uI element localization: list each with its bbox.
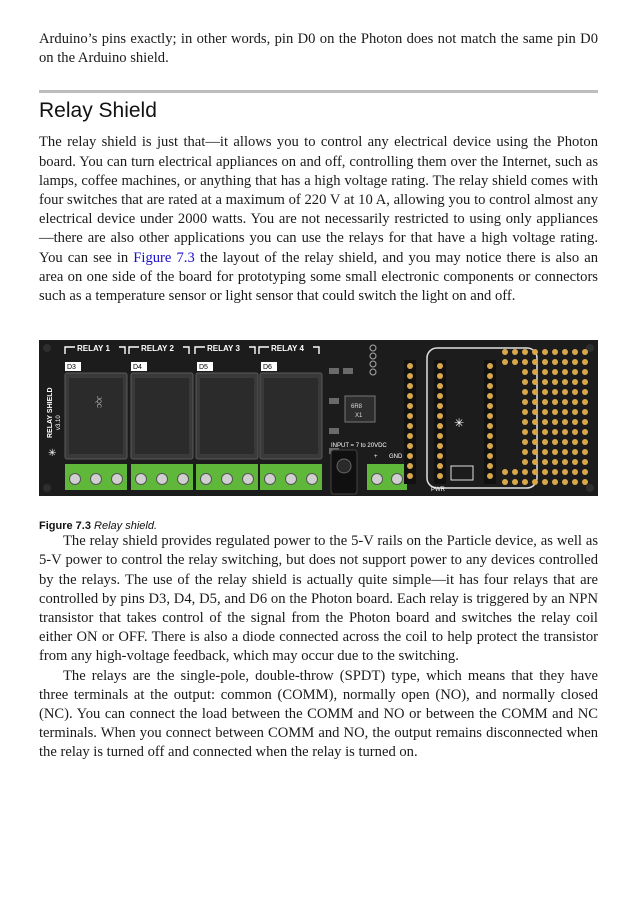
proto-hole [572,429,578,435]
header-pin [437,373,443,379]
proto-hole [522,359,528,365]
header-pin [487,383,493,389]
proto-hole [532,419,538,425]
proto-hole [552,359,558,365]
pwr-label: PWR [431,487,445,494]
header-pin [437,463,443,469]
proto-hole [562,439,568,445]
proto-hole [502,359,508,365]
particle-star-icon: ✳ [48,448,57,460]
header-pin [437,443,443,449]
proto-hole [522,379,528,385]
header-pin [407,423,413,429]
relay-shield-board-image [39,338,598,510]
proto-hole [512,469,518,475]
header-pin [437,393,443,399]
header-pin [437,413,443,419]
proto-hole [582,409,588,415]
board-side-label: RELAY SHIELD [47,387,54,439]
proto-hole [572,449,578,455]
proto-hole [552,479,558,485]
proto-hole [572,469,578,475]
proto-hole [562,449,568,455]
proto-hole [572,409,578,415]
header-pin [407,383,413,389]
header-pin [407,403,413,409]
proto-hole [542,479,548,485]
proto-hole [582,429,588,435]
header-pin [487,363,493,369]
proto-hole [522,439,528,445]
proto-hole [562,429,568,435]
pin-d4-label: D4 [133,364,142,372]
header-pin [487,403,493,409]
proto-hole [562,419,568,425]
proto-hole [522,399,528,405]
proto-hole [572,389,578,395]
proto-hole [502,349,508,355]
relay-2-label: RELAY 2 [141,344,174,354]
header-pin [487,433,493,439]
proto-hole [532,459,538,465]
proto-hole [542,469,548,475]
proto-hole [512,479,518,485]
para1-text-after: the layout of the relay shield, and you may notice there is also an area on one side of the board for prototyping some small electronic components or connectors such as a temperature sensor or light sensor that could switch the light on and off. [39,249,598,305]
proto-hole [562,459,568,465]
proto-hole [522,469,528,475]
header-pin [437,363,443,369]
pin-d5-label: D5 [199,364,208,372]
relay-shield-paragraph-1 [39,133,598,306]
proto-hole [582,449,588,455]
proto-hole [582,359,588,365]
proto-hole [522,369,528,375]
proto-hole [572,459,578,465]
proto-hole [532,389,538,395]
board-version-label: v3.10 [56,415,62,431]
caption-text: Relay shield. [94,520,158,533]
proto-hole [542,349,548,355]
proto-hole [522,449,528,455]
pin-d3-label: D3 [67,364,76,372]
proto-hole [522,459,528,465]
proto-hole [522,389,528,395]
proto-hole [552,379,558,385]
proto-hole [512,359,518,365]
header-pin [407,363,413,369]
proto-hole [552,369,558,375]
proto-hole [532,379,538,385]
proto-hole [532,439,538,445]
proto-hole [542,389,548,395]
proto-hole [552,409,558,415]
header-pin [437,383,443,389]
header-pin [407,373,413,379]
caption-label: Figure 7.3 [39,520,91,533]
proto-hole [572,379,578,385]
proto-hole [572,439,578,445]
proto-hole [582,389,588,395]
proto-hole [562,369,568,375]
header-pin [487,453,493,459]
header-pin [487,423,493,429]
proto-hole [532,369,538,375]
header-pin [437,453,443,459]
relay-1-brand: JQC [95,396,101,409]
proto-hole [522,419,528,425]
proto-hole [532,469,538,475]
header-pin [407,443,413,449]
proto-hole [542,449,548,455]
proto-hole [552,399,558,405]
proto-hole [522,479,528,485]
header-pin [437,403,443,409]
relay-shield-paragraph-3: The relays are the single-pole, double-throw (SPDT) type, which means that they have three terminals at the output: common (COMM), normally open (NO), and normally closed (NC). You can connect the load between the COMM and NO or between the COMM and NC terminals. When you connect between COMM and NO, the output remains disconnected when the relay is turned off and connected when the relay is turned on. [39,667,598,761]
header-pin [407,393,413,399]
proto-hole [552,439,558,445]
proto-hole [542,429,548,435]
proto-hole [582,459,588,465]
proto-hole [562,479,568,485]
relay-shield-paragraph-2: The relay shield provides regulated power to the 5-V rails on the Particle device, as well as 5-V power to control the relay switching, but does not support power to any devices controlled by the relays. The use of the relay shield is actually quite simple—it has four relays that are controlled by pins D3, D4, D5, and D6 on the Photon board. Each relay is triggered by an NPN transistor that takes control of the signal from the Photon board and switches the relay coil either ON or OFF. There is also a diode connected across the coil to help protect the transistor from any high-voltage feedback, which may occur due to the switching. [39,533,598,665]
proto-hole [512,349,518,355]
proto-hole [572,399,578,405]
proto-hole [582,369,588,375]
input-voltage-label: INPUT = 7 to 20VDC [331,443,387,450]
proto-hole [582,349,588,355]
proto-hole [542,439,548,445]
proto-hole [532,359,538,365]
proto-hole [542,419,548,425]
proto-hole [522,429,528,435]
proto-hole [532,479,538,485]
inductor-label: 6R8 [351,404,363,411]
header-pin [487,393,493,399]
proto-hole [552,459,558,465]
proto-hole [572,419,578,425]
pin-d6-label: D6 [263,364,272,372]
proto-hole [572,369,578,375]
header-pin [407,463,413,469]
proto-hole [542,359,548,365]
section-heading: Relay Shield [39,99,157,123]
proto-hole [562,379,568,385]
proto-hole [552,389,558,395]
figure-7-3-link[interactable]: Figure 7.3 [133,249,195,266]
proto-hole [562,409,568,415]
proto-hole [572,479,578,485]
proto-hole [542,459,548,465]
relay-3-label: RELAY 3 [207,344,240,354]
header-pin [407,433,413,439]
proto-hole [562,389,568,395]
proto-hole [542,369,548,375]
proto-hole [532,409,538,415]
proto-hole [562,399,568,405]
proto-hole [532,429,538,435]
proto-hole [582,439,588,445]
photon-star-icon: ✳ [454,416,465,431]
header-pin [407,413,413,419]
header-pin [487,473,493,479]
proto-hole [582,469,588,475]
relay-shield-figure [39,338,598,510]
proto-hole [572,359,578,365]
proto-hole [502,469,508,475]
section-divider [39,90,598,93]
header-pin [437,423,443,429]
inductor-label-2: X1 [355,413,363,420]
proto-hole [542,399,548,405]
header-pin [407,473,413,479]
plus-label: + [374,454,378,461]
gnd-label: GND [389,454,403,461]
proto-hole [522,349,528,355]
proto-hole [552,429,558,435]
proto-hole [532,399,538,405]
relay-4-label: RELAY 4 [271,344,304,354]
figure-caption [39,520,598,532]
header-pin [487,413,493,419]
proto-hole [552,419,558,425]
proto-hole [542,379,548,385]
proto-hole [572,349,578,355]
proto-hole [522,409,528,415]
proto-hole [582,479,588,485]
proto-hole [562,349,568,355]
proto-hole [552,349,558,355]
proto-hole [582,399,588,405]
header-pin [407,453,413,459]
proto-hole [562,469,568,475]
intro-paragraph: Arduino’s pins exactly; in other words, pin D0 on the Photon does not match the same pin D0 on the Arduino shield. [39,31,598,67]
proto-hole [532,449,538,455]
para1-text-before: The relay shield is just that—it allows you to control any electrical device using the Photon board. You can turn electrical appliances on and off, controlling them over the Internet, such as lamps, coffee machines, or anything that has a high voltage rating. The relay shield comes with four switches that are rated at a maximum of 220 V at 10 A, allowing you to control almost any electrical device under 2000 watts. You are not necessarily restricted to using only appliances—there are also other applications you can use the relays for that have a high voltage rating. You can see in [39,134,598,266]
proto-hole [552,469,558,475]
proto-hole [582,419,588,425]
header-pin [437,433,443,439]
header-pin [487,463,493,469]
header-pin [487,373,493,379]
page [39,30,598,763]
relay-1-label: RELAY 1 [77,344,110,354]
proto-hole [582,379,588,385]
proto-hole [552,449,558,455]
header-pin [487,443,493,449]
proto-hole [502,479,508,485]
proto-hole [562,359,568,365]
proto-hole [542,409,548,415]
proto-hole [532,349,538,355]
header-pin [437,473,443,479]
